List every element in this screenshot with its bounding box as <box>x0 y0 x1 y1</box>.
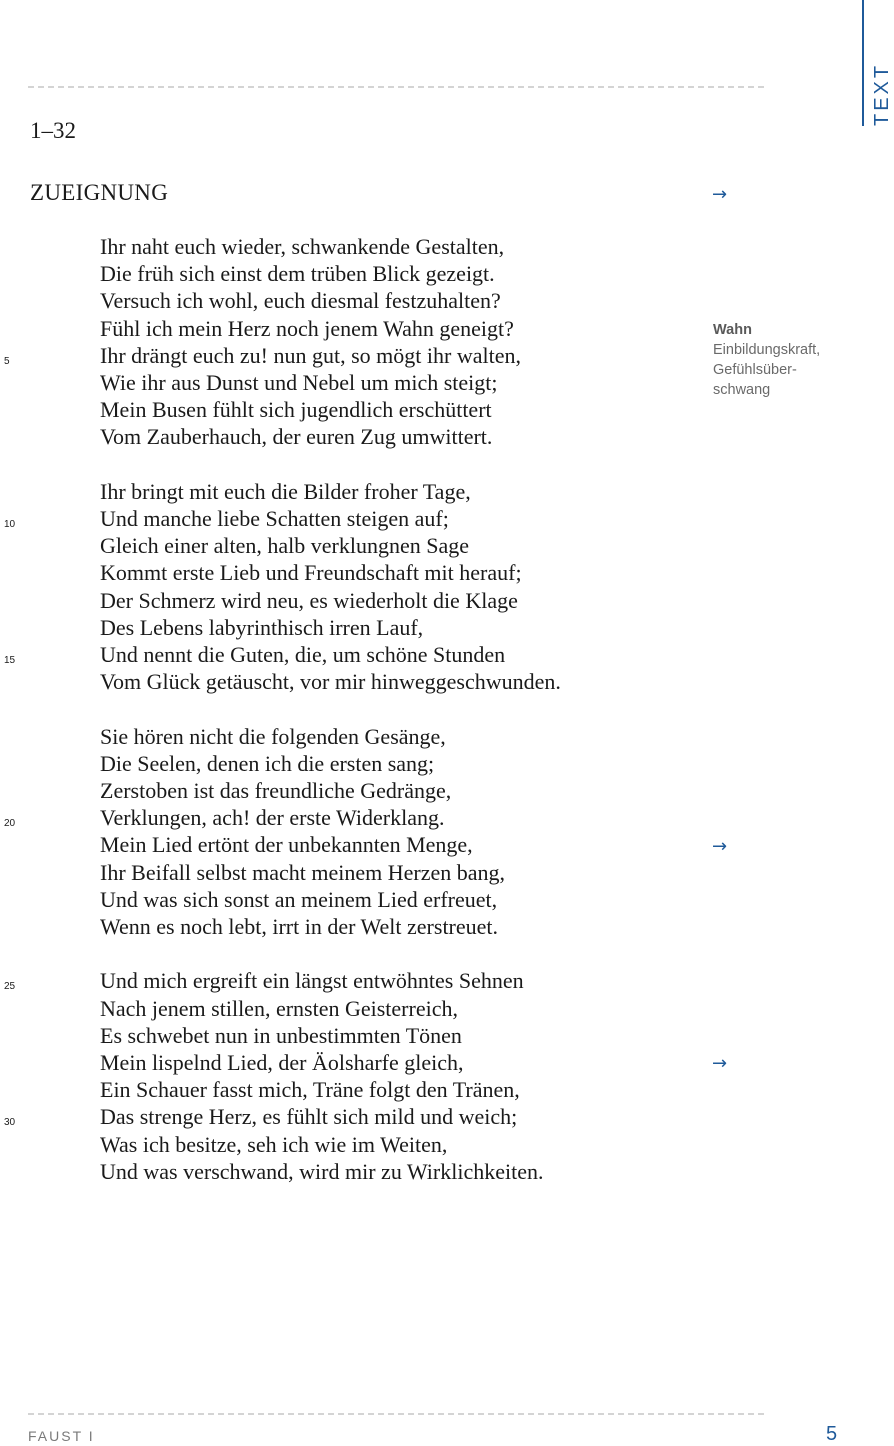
section-title: ZUEIGNUNG <box>30 180 169 205</box>
verse-line: Sie hören nicht die folgenden Gesänge, <box>100 723 446 749</box>
verse-line: Ein Schauer fasst mich, Träne folgt den Tränen, <box>100 1077 520 1103</box>
verse-range: 1–32 <box>30 118 76 143</box>
line-number: 20 <box>4 818 16 829</box>
verse-line: Nach jenem stillen, ernsten Geisterreich, <box>100 995 458 1021</box>
gloss-definition-line: Einbildungskraft, <box>713 342 821 358</box>
verse-line: Es schwebet nun in unbestimmten Tönen <box>100 1022 462 1048</box>
bottom-dashed-rule <box>28 1413 764 1415</box>
gloss-definition-line: schwang <box>713 382 771 398</box>
line-number: 5 <box>4 356 10 367</box>
verse-line: Die früh sich einst dem trüben Blick gezeigt. <box>100 261 495 287</box>
verse-line: Und was sich sonst an meinem Lied erfreuet, <box>100 886 498 912</box>
verse-line: Gleich einer alten, halb verklungnen Sage <box>100 533 469 559</box>
verse-line: Des Lebens labyrinthisch irren Lauf, <box>100 614 424 640</box>
verse-line: Wie ihr aus Dunst und Nebel um mich steigt; <box>100 370 498 396</box>
verse-line: Und nennt die Guten, die, um schöne Stunden <box>100 642 506 668</box>
verse-line: Ihr naht euch wieder, schwankende Gestalten, <box>100 234 505 259</box>
verse-line: Vom Zauberhauch, der euren Zug umwittert. <box>100 424 493 450</box>
gloss-term: Wahn <box>713 322 752 338</box>
line-number: 15 <box>4 655 16 666</box>
verse-line: Was ich besitze, seh ich wie im Weiten, <box>100 1131 448 1157</box>
verse-line: Und mich ergreift ein längst entwöhntes Sehnen <box>100 968 524 994</box>
verse-line: Ihr Beifall selbst macht meinem Herzen bang, <box>100 859 506 885</box>
verse-line: Verklungen, ach! der erste Widerklang. <box>100 805 445 831</box>
arrow-right-icon[interactable]: → <box>712 184 728 205</box>
stanza <box>100 723 700 941</box>
arrow-right-icon[interactable]: → <box>712 1053 728 1074</box>
line-number: 30 <box>4 1117 16 1128</box>
verse-line: Vom Glück getäuscht, vor mir hinweggeschwunden. <box>100 669 561 695</box>
verse-line: Die Seelen, denen ich die ersten sang; <box>100 750 435 776</box>
verse-line: Mein lispelnd Lied, der Äolsharfe gleich, <box>100 1050 464 1076</box>
verse-line: Wenn es noch lebt, irrt in der Welt zerstreuet. <box>100 914 499 940</box>
verse-line: Und manche liebe Schatten steigen auf; <box>100 506 449 532</box>
line-number: 10 <box>4 519 16 530</box>
verse-line: Mein Lied ertönt der unbekannten Menge, <box>100 832 473 858</box>
arrow-right-icon[interactable]: → <box>712 836 728 857</box>
page-number: 5 <box>826 1423 838 1445</box>
footer-book-title: FAUST I <box>28 1428 95 1444</box>
stanza <box>100 233 700 451</box>
top-dashed-rule <box>28 86 764 88</box>
verse-line: Ihr bringt mit euch die Bilder froher Tage, <box>100 478 471 504</box>
line-number: 25 <box>4 981 16 992</box>
verse-line: Zerstoben ist das freundliche Gedränge, <box>100 778 452 804</box>
margin-gloss <box>713 320 883 400</box>
verse-line: Versuch ich wohl, euch diesmal festzuhalten? <box>100 288 501 314</box>
verse-line: Und was verschwand, wird mir zu Wirklichkeiten. <box>100 1158 544 1184</box>
poem-text <box>100 233 700 1212</box>
section-tab-label: TEXT <box>871 62 893 126</box>
verse-line: Fühl ich mein Herz noch jenem Wahn geneigt? <box>100 315 514 341</box>
verse-line: Das strenge Herz, es fühlt sich mild und weich; <box>100 1104 518 1130</box>
tab-marker-line <box>862 0 864 126</box>
stanza <box>100 967 700 1185</box>
verse-line: Kommt erste Lieb und Freundschaft mit herauf; <box>100 560 522 586</box>
verse-line: Der Schmerz wird neu, es wiederholt die Klage <box>100 587 518 613</box>
stanza <box>100 478 700 696</box>
verse-line: Mein Busen fühlt sich jugendlich erschüttert <box>100 397 492 423</box>
gloss-definition-line: Gefühlsüber- <box>713 362 797 378</box>
verse-line: Ihr drängt euch zu! nun gut, so mögt ihr walten, <box>100 342 521 368</box>
